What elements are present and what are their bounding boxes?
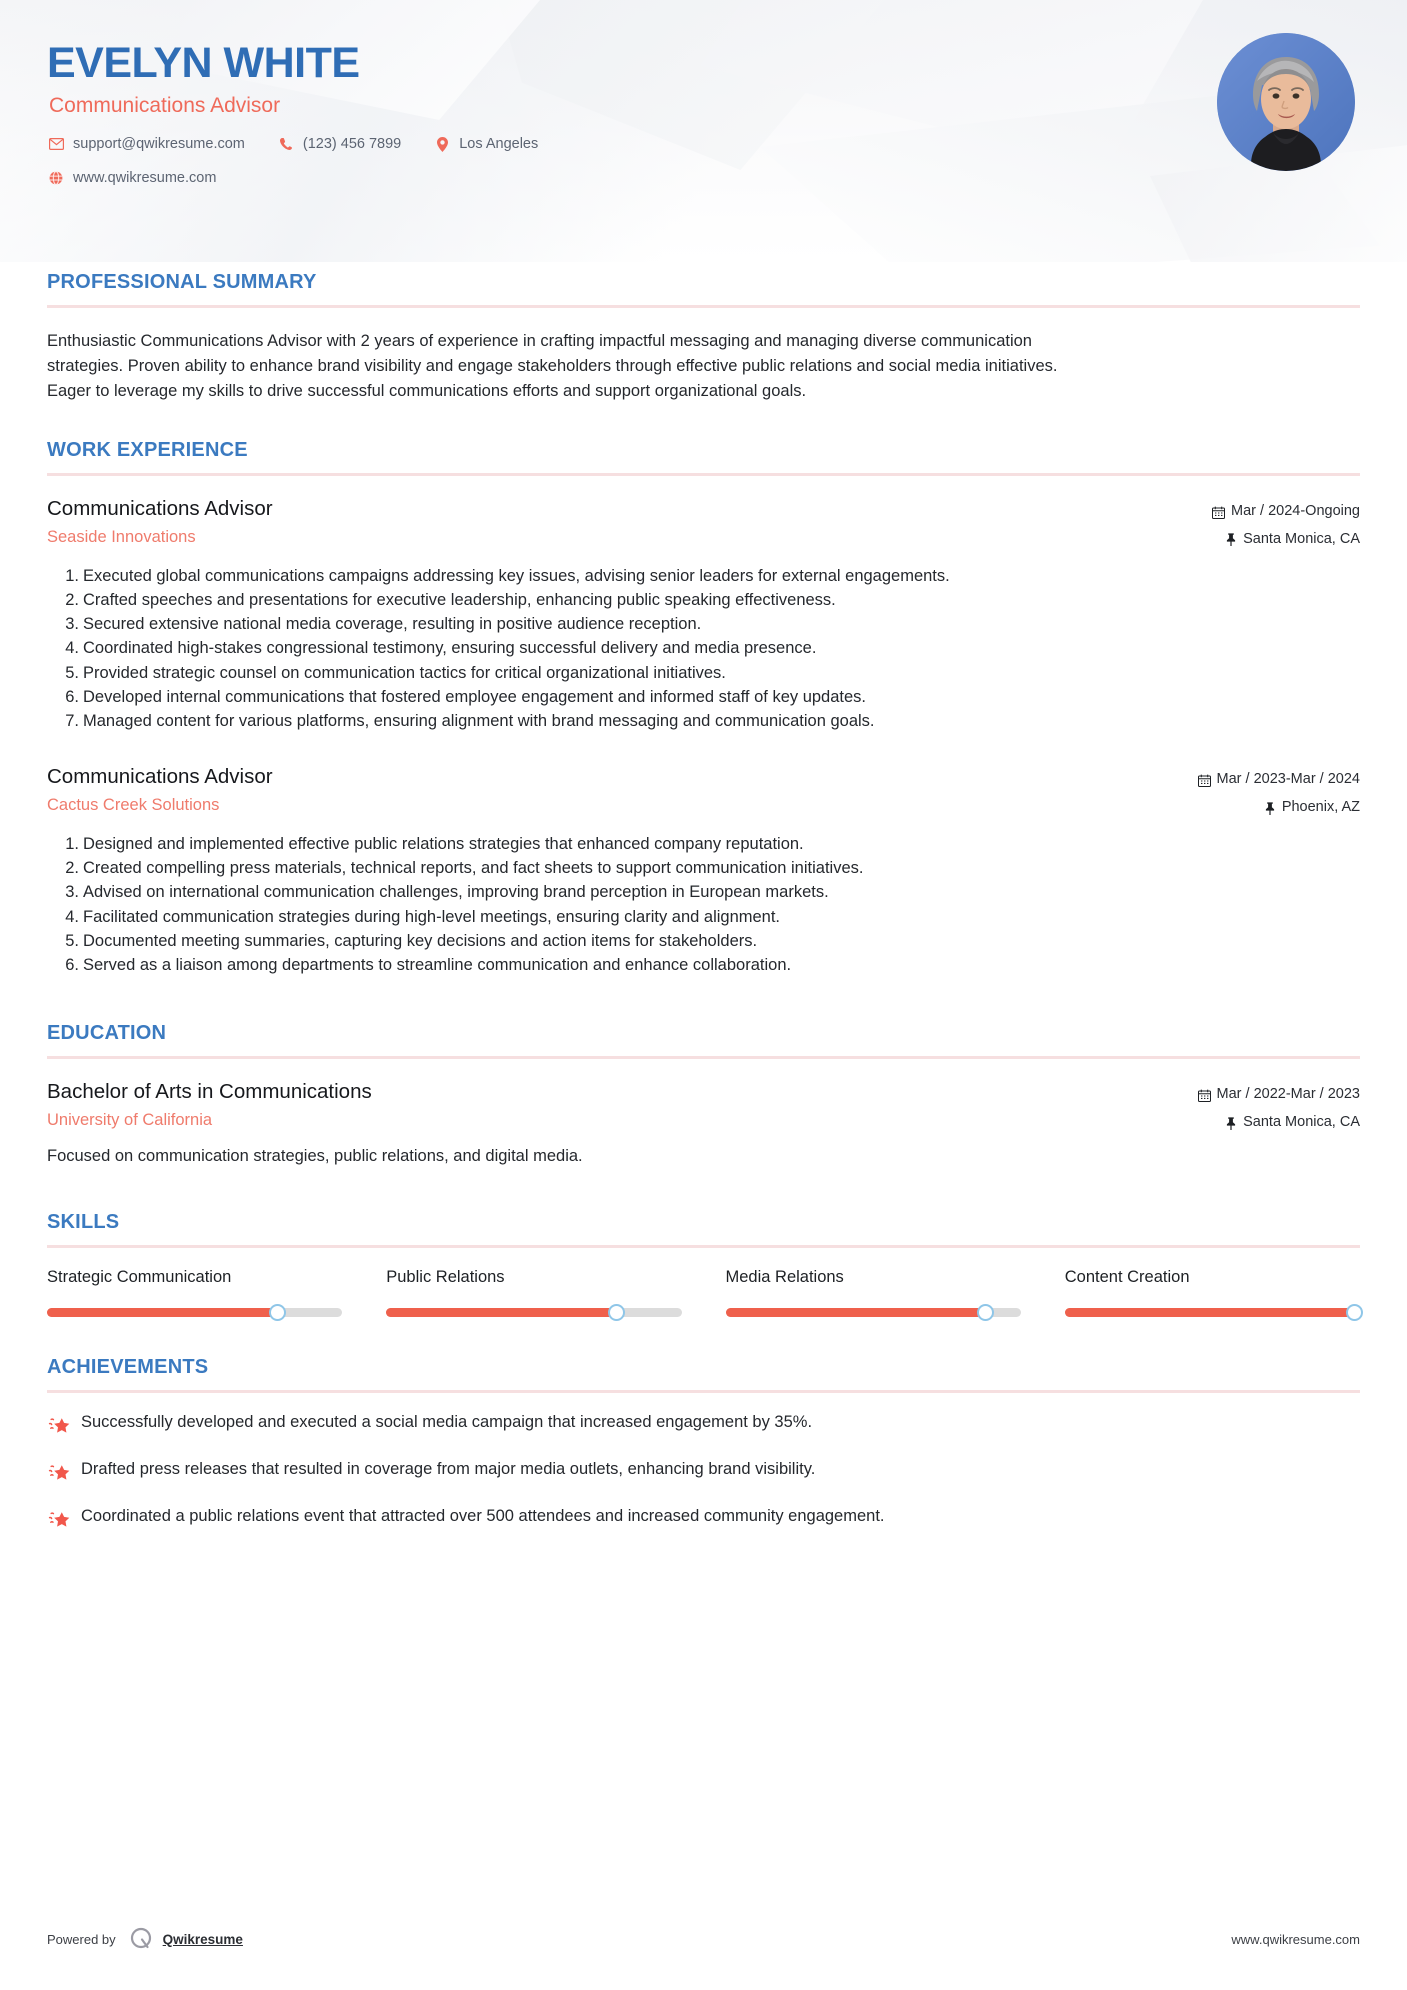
company-name: Seaside Innovations	[47, 527, 196, 546]
footer-website-url[interactable]: www.qwikresume.com	[1231, 1931, 1360, 1947]
list-item: Created compelling press materials, technical reports, and fact sheets to support communication initiatives.	[83, 859, 864, 878]
skill-slider[interactable]	[47, 1308, 342, 1317]
section-divider	[47, 305, 1360, 308]
education-location-text: Santa Monica, CA	[1243, 1114, 1360, 1131]
contact-row-secondary	[45, 170, 216, 186]
entry-meta	[1212, 497, 1360, 551]
skill-item	[726, 1268, 1021, 1317]
calendar-icon	[1212, 506, 1225, 519]
skill-slider[interactable]	[386, 1308, 681, 1317]
section-title-achievements: ACHIEVEMENTS	[47, 1356, 209, 1379]
list-item	[47, 1458, 1360, 1485]
skill-slider-fill	[47, 1308, 277, 1317]
star-icon	[47, 1458, 81, 1485]
skills-grid	[47, 1268, 1360, 1317]
skill-slider-fill	[386, 1308, 616, 1317]
skill-label: Content Creation	[1064, 1268, 1190, 1287]
section-professional-summary	[47, 272, 1360, 404]
resume-header	[0, 0, 1407, 262]
job-bullet-list	[47, 832, 1360, 978]
list-item	[47, 1411, 1360, 1438]
list-item: Managed content for various platforms, ensuring alignment with brand messaging and communication goals.	[83, 712, 875, 731]
calendar-icon	[1198, 1089, 1211, 1102]
section-divider	[47, 1390, 1360, 1393]
contact-location-text: Los Angeles	[459, 136, 539, 152]
job-date	[1212, 501, 1360, 523]
entry-header	[47, 765, 1360, 819]
list-item: Coordinated high-stakes congressional testimony, ensuring successful delivery and media presence.	[83, 639, 817, 658]
list-item: Developed internal communications that fostered employee engagement and informed staff of key updates.	[83, 687, 867, 706]
skill-slider-fill	[1065, 1308, 1354, 1317]
job-location-text: Phoenix, AZ	[1281, 799, 1360, 816]
contact-phone-text: (123) 456 7899	[302, 136, 402, 152]
skill-label: Strategic Communication	[47, 1268, 232, 1287]
phone-icon	[275, 137, 297, 151]
entry-meta	[1198, 1080, 1360, 1134]
entry-header	[47, 497, 1360, 551]
list-item	[47, 1505, 1360, 1532]
job-title: Communications Advisor	[47, 497, 273, 521]
skill-label: Media Relations	[725, 1268, 844, 1287]
job-date	[1198, 769, 1360, 791]
list-item: Facilitated communication strategies during high-level meetings, ensuring clarity and alignment.	[83, 907, 781, 926]
skill-slider[interactable]	[726, 1308, 1021, 1317]
education-description: Focused on communication strategies, public relations, and digital media.	[47, 1146, 583, 1165]
section-skills	[47, 1212, 1360, 1317]
contact-email-text: support@qwikresume.com	[73, 136, 245, 152]
contact-website-text: www.qwikresume.com	[73, 170, 217, 186]
star-icon	[47, 1505, 81, 1532]
powered-by	[47, 1926, 243, 1952]
entry-meta	[1198, 765, 1360, 819]
education-location	[1198, 1112, 1360, 1134]
job-location	[1212, 529, 1360, 551]
skill-slider-fill	[726, 1308, 986, 1317]
entry-left	[47, 497, 273, 547]
envelope-icon	[45, 138, 67, 150]
entry-left	[47, 1080, 372, 1130]
job-bullet-list	[47, 564, 1360, 734]
pushpin-icon	[1264, 802, 1276, 815]
profile-photo	[1217, 33, 1355, 171]
skill-slider-knob[interactable]	[608, 1304, 625, 1321]
job-title: Communications Advisor	[47, 765, 273, 789]
list-item: Designed and implemented effective public relations strategies that enhanced company reputation.	[83, 834, 804, 853]
section-title-education: EDUCATION	[47, 1022, 167, 1045]
company-name: Cactus Creek Solutions	[47, 796, 220, 815]
education-date	[1198, 1084, 1360, 1106]
skill-item	[1065, 1268, 1360, 1317]
degree-title: Bachelor of Arts in Communications	[47, 1080, 372, 1104]
section-work-experience	[47, 440, 1360, 977]
skill-item	[386, 1268, 681, 1317]
job-date-text: Mar / 2023-Mar / 2024	[1216, 771, 1360, 788]
contact-location	[431, 136, 538, 152]
section-title-summary: PROFESSIONAL SUMMARY	[47, 271, 317, 293]
resume-body	[0, 272, 1407, 1532]
contact-phone[interactable]	[275, 136, 401, 152]
section-divider	[47, 1245, 1360, 1248]
skill-slider-knob[interactable]	[977, 1304, 994, 1321]
skill-slider[interactable]	[1065, 1308, 1360, 1317]
job-date-text: Mar / 2024-Ongoing	[1231, 503, 1360, 520]
education-date-text: Mar / 2022-Mar / 2023	[1216, 1086, 1360, 1103]
entry-left	[47, 765, 273, 815]
list-item: Documented meeting summaries, capturing key decisions and action items for stakeholders.	[83, 931, 758, 950]
contact-row-primary	[45, 136, 538, 152]
entry-header	[47, 1080, 1360, 1134]
skill-item	[47, 1268, 342, 1317]
calendar-icon	[1198, 774, 1211, 787]
achievements-list	[47, 1411, 1360, 1532]
achievement-text: Drafted press releases that resulted in coverage from major media outlets, enhancing brand visibility.	[81, 1460, 816, 1479]
candidate-job-title: Communications Advisor	[49, 94, 281, 117]
experience-entry	[47, 765, 1360, 977]
achievement-text: Coordinated a public relations event that attracted over 500 attendees and increased community engagement.	[81, 1507, 885, 1526]
list-item: Served as a liaison among departments to streamline communication and enhance collaboration.	[83, 956, 792, 975]
powered-by-label: Powered by	[47, 1931, 116, 1947]
section-education	[47, 1023, 1360, 1168]
list-item: Executed global communications campaigns addressing key issues, advising senior leaders for external engagements.	[83, 566, 950, 585]
contact-website[interactable]	[45, 170, 216, 186]
skill-slider-knob[interactable]	[1346, 1304, 1363, 1321]
globe-icon	[45, 171, 67, 185]
experience-entry	[47, 497, 1360, 733]
summary-text: Enthusiastic Communications Advisor with 2 years of experience in crafting impactful messaging and managing diverse communication strategies. Proven ability to enhance brand visibility and engage stakeholders through effective public relations and social media initiatives. Eager to leverage my skills to drive successful communications efforts and support organizational goals.	[47, 332, 1058, 401]
section-title-experience: WORK EXPERIENCE	[47, 439, 248, 462]
contact-email[interactable]	[45, 136, 245, 152]
school-name: University of California	[47, 1111, 213, 1130]
section-achievements	[47, 1357, 1360, 1532]
job-location	[1198, 797, 1360, 819]
list-item: Advised on international communication challenges, improving brand perception in European markets.	[83, 883, 829, 902]
list-item: Secured extensive national media coverage, resulting in positive audience reception.	[83, 615, 702, 634]
section-divider	[47, 1056, 1360, 1059]
achievement-text: Successfully developed and executed a social media campaign that increased engagement by 35%.	[81, 1413, 813, 1432]
education-entry	[47, 1080, 1360, 1168]
pushpin-icon	[1225, 1117, 1237, 1130]
resume-footer	[0, 1926, 1407, 1952]
star-icon	[47, 1411, 81, 1438]
list-item: Provided strategic counsel on communication tactics for critical organizational initiatives.	[83, 663, 726, 682]
map-pin-icon	[431, 137, 453, 152]
skill-label: Public Relations	[386, 1268, 505, 1287]
qwikresume-brand-link[interactable]: Qwikresume	[162, 1931, 243, 1947]
job-location-text: Santa Monica, CA	[1243, 530, 1360, 547]
candidate-name: EVELYN WHITE	[47, 39, 360, 87]
list-item: Crafted speeches and presentations for executive leadership, enhancing public speaking effectiveness.	[83, 590, 836, 609]
section-title-skills: SKILLS	[47, 1211, 120, 1234]
section-divider	[47, 473, 1360, 476]
skill-slider-knob[interactable]	[269, 1304, 286, 1321]
pushpin-icon	[1225, 533, 1237, 546]
qwikresume-logo-icon	[128, 1926, 154, 1952]
